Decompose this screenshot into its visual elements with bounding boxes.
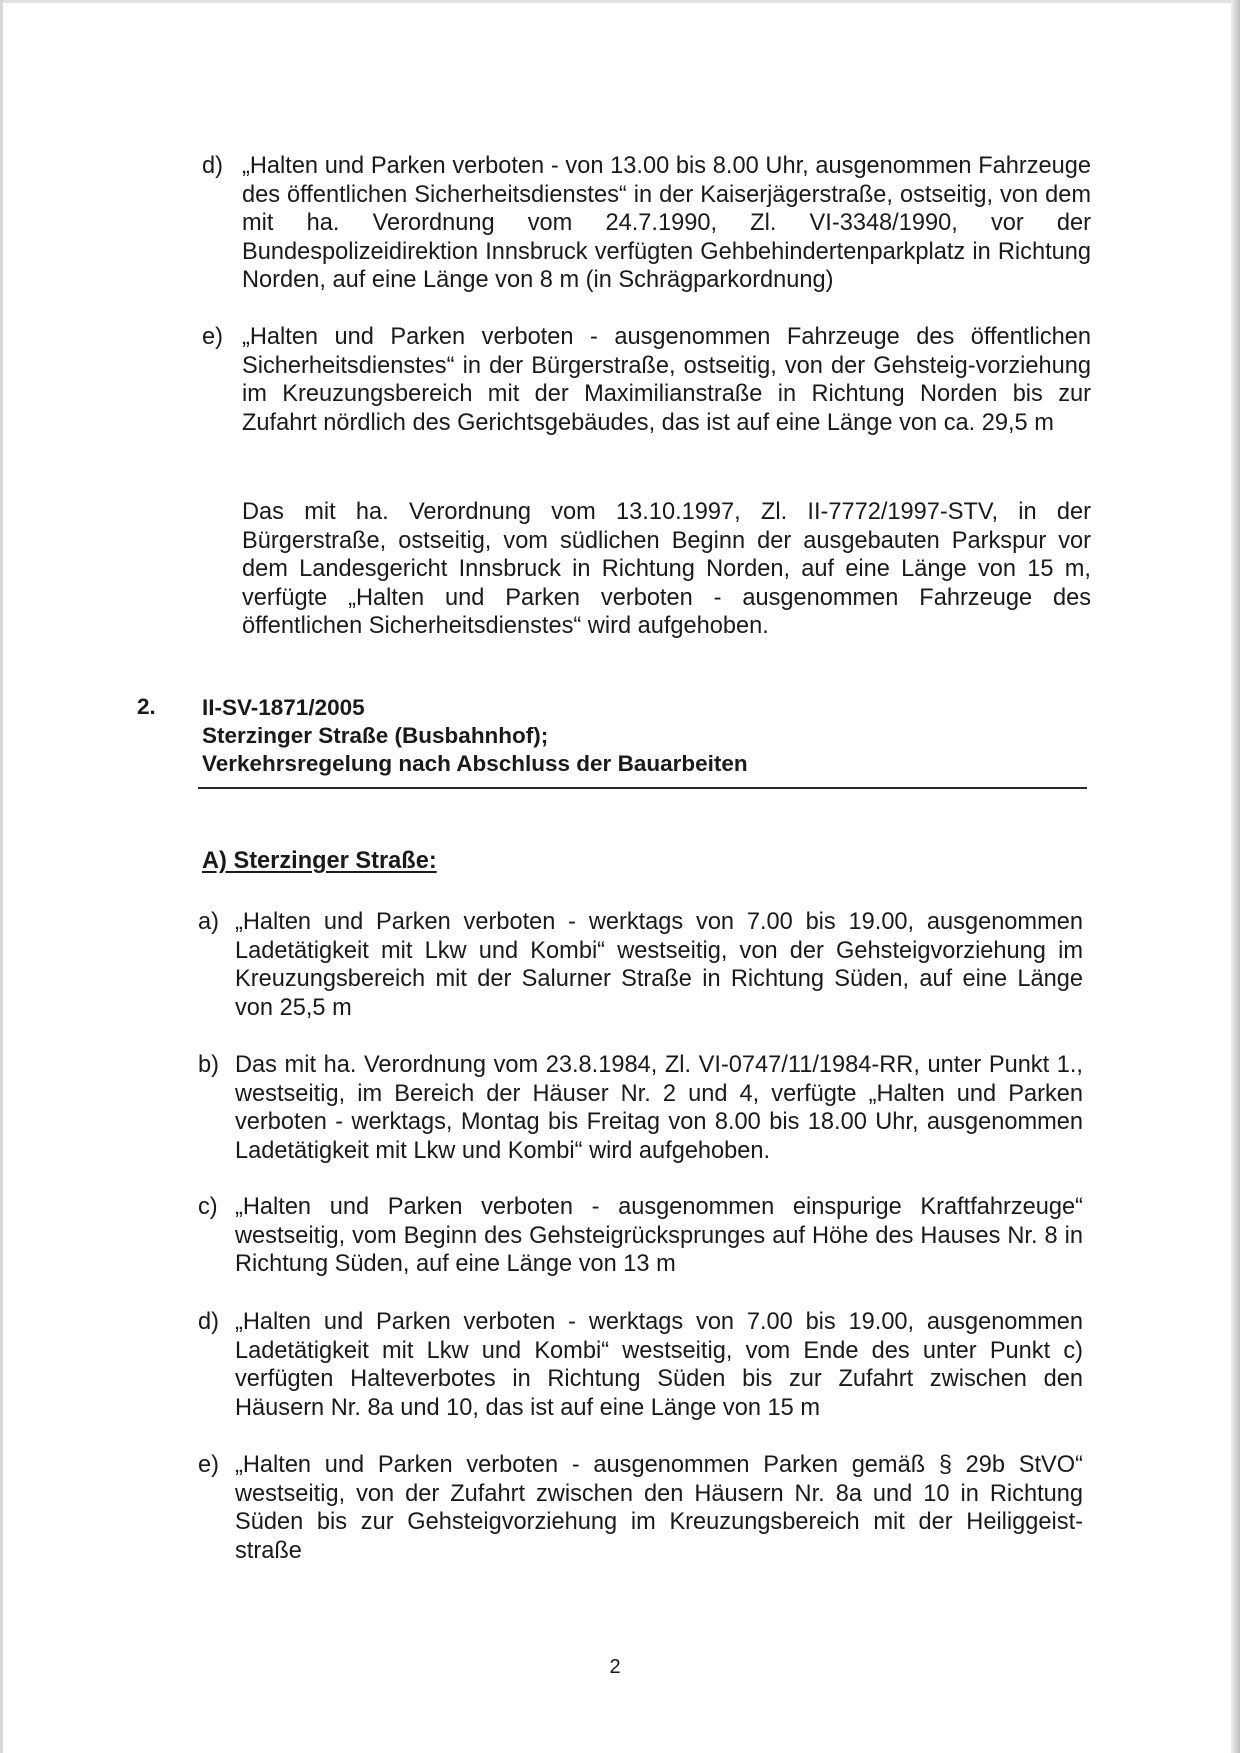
item-text: „Halten und Parken verboten - werktags von 7.00 bis 19.00, ausgenommen Ladetätigkeit mit Lkw und Kombi“ westseitig, vom Ende des unter Punkt c) verfügten Halteverbotes in Richtung Süden bis zur Zufahrt zwischen den Häusern Nr. 8a und 10, das ist auf eine Länge von 15 m (235, 1309, 1083, 1421)
subsection-title: A) Sterzinger Straße: (202, 848, 437, 874)
item-text: „Halten und Parken verboten - werktags von 7.00 bis 19.00, ausgenommen Ladetätigkeit mit Lkw und Kombi“ westseitig, von der Gehsteigvorziehung im Kreuzungsbereich mit der Salurner Straße in Richtung Süden, auf eine Länge von 25,5 m (235, 909, 1083, 1021)
section-heading (202, 694, 748, 778)
scan-edge-top (0, 0, 1240, 3)
item-text: „Halten und Parken verboten - ausgenommen Parken gemäß § 29b StVO“ westseitig, von der Zufahrt zwischen den Häusern Nr. 8a und 10 in Richtung Süden bis zur Gehsteigvorziehung im Kreuzungsbereich mit der Heiliggeist-straße (235, 1452, 1083, 1564)
item-text: „Halten und Parken verboten - von 13.00 bis 8.00 Uhr, ausgenommen Fahrzeuge des öffentlichen Sicherheitsdienstes“ in der Kaiserjägerstraße, ostseitig, von dem mit ha. Verordnung vom 24.7.1990, Zl. VI-3348/1990, vor der Bundespolizeidirektion Innsbruck verfügten Gehbehindertenparkplatz in Richtung Norden, auf eine Länge von 8 m (in Schrägparkordnung) (242, 153, 1091, 294)
scan-edge-left (0, 0, 3, 1753)
section-street: Sterzinger Straße (Busbahnhof); (202, 723, 549, 748)
item-text: „Halten und Parken verboten - ausgenommen einspurige Kraftfahrzeuge“ westseitig, vom Beginn des Gehsteigrücksprunges auf Höhe des Hauses Nr. 8 in Richtung Süden, auf eine Länge von 13 m (235, 1194, 1083, 1278)
section-number: 2. (137, 694, 156, 719)
item-label: c) (198, 1194, 218, 1220)
item-text: Das mit ha. Verordnung vom 23.8.1984, Zl. VI-0747/11/1984-RR, unter Punkt 1., westseitig, im Bereich der Häuser Nr. 2 und 4, verfügte „Halten und Parken verboten - werktags, Montag bis Freitag von 8.00 bis 18.00 Uhr, ausgenommen Ladetätigkeit mit Lkw und Kombi“ wird aufgehoben. (235, 1052, 1083, 1164)
item-label: d) (202, 153, 223, 179)
repeal-paragraph: Das mit ha. Verordnung vom 13.10.1997, Zl. II-7772/1997-STV, in der Bürgerstraße, ostseitig, vom südlichen Beginn der ausgebauten Parkspur vor dem Landesgericht Innsbruck in Richtung Norden, auf eine Länge von 15 m, verfügte „Halten und Parken verboten - ausgenommen Fahrzeuge des öffentlichen Sicherheitsdienstes“ wird aufgehoben. (242, 499, 1091, 640)
section-reference: II-SV-1871/2005 (202, 695, 365, 720)
scan-edge-right (1231, 0, 1240, 1753)
item-label: d) (198, 1309, 219, 1335)
item-text: „Halten und Parken verboten - ausgenommen Fahrzeuge des öffentlichen Sicherheitsdienstes“ in der Bürgerstraße, ostseitig, von der Gehsteig-vorziehung im Kreuzungsbereich mit der Maximilianstraße in Richtung Norden bis zur Zufahrt nördlich des Gerichtsgebäudes, das ist auf eine Länge von ca. 29,5 m (242, 324, 1091, 436)
section-divider (198, 787, 1087, 789)
item-label: e) (202, 324, 223, 350)
section-subject: Verkehrsregelung nach Abschluss der Bauarbeiten (202, 751, 748, 776)
item-label: b) (198, 1052, 219, 1078)
item-label: e) (198, 1452, 219, 1478)
page-number: 2 (609, 1656, 621, 1678)
item-label: a) (198, 909, 219, 935)
